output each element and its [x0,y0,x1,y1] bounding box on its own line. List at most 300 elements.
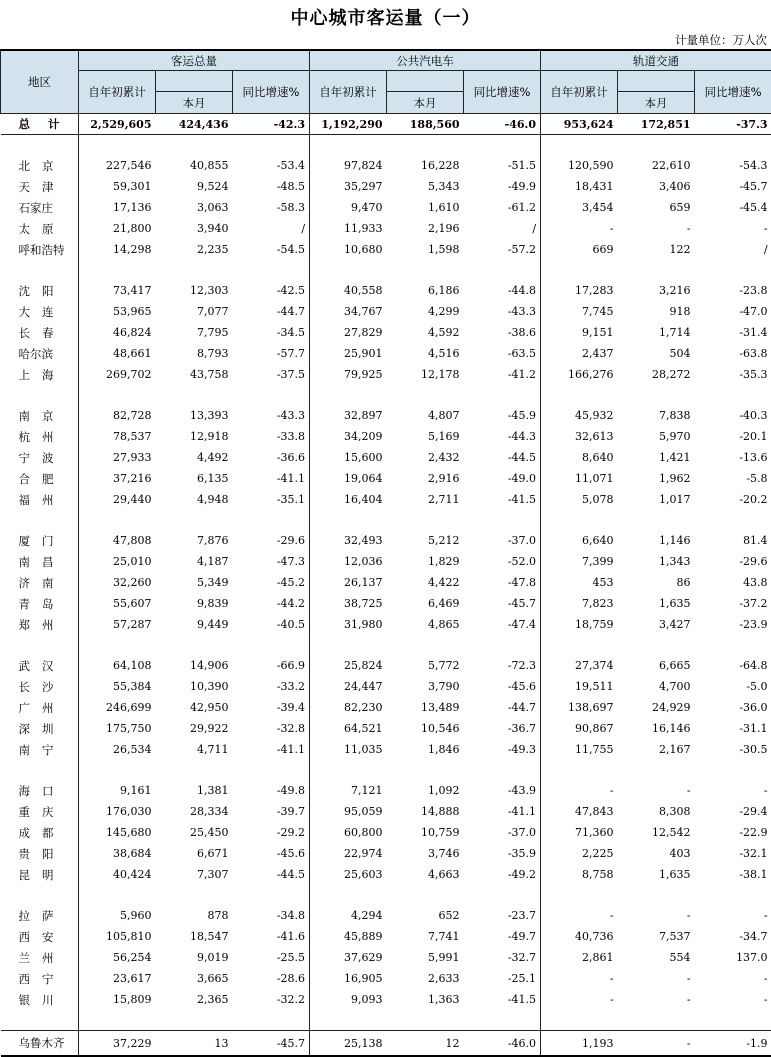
bus-month-cell: 1,829 [387,551,464,572]
table-row [1,593,771,614]
spacer-cell [695,760,771,780]
table-row [1,718,771,739]
bus-month-cell: 2,633 [387,968,464,989]
spacer-cell [79,510,156,530]
rail-month-cell: 1,635 [618,593,695,614]
rail-month-cell: 3,406 [618,176,695,197]
total-month-cell: 6,135 [156,468,233,489]
bus-month-cell: 10,759 [387,822,464,843]
rail-month-cell: 918 [618,301,695,322]
total-ytd-cell: 56,254 [79,947,156,968]
unit-label: 计量单位：万人次 [675,32,767,48]
bus-yoy-cell: -45.7 [464,593,541,614]
bus-month-cell: 188,560 [387,114,464,135]
bus-ytd-cell: 95,059 [310,801,387,822]
total-ytd-cell: 82,728 [79,405,156,426]
total-month-cell: 25,450 [156,822,233,843]
total-yoy-cell: -41.6 [233,926,310,947]
bus-ytd-cell: 37,629 [310,947,387,968]
city-name: 石家庄 [1,197,79,218]
total-yoy-cell: -47.3 [233,551,310,572]
rail-month-cell: 554 [618,947,695,968]
bus-ytd-cell: 25,901 [310,343,387,364]
total-yoy-cell: -44.5 [233,864,310,885]
month-header: 本月 [156,92,233,114]
rail-month-cell: - [618,905,695,926]
bus-yoy-cell: -43.9 [464,780,541,801]
total-ytd-cell: 55,607 [79,593,156,614]
total-month-cell: 878 [156,905,233,926]
spacer-cell [541,1010,618,1031]
spacer-cell [310,760,387,780]
total-yoy-cell: -45.6 [233,843,310,864]
bus-month-cell: 7,741 [387,926,464,947]
bus-ytd-cell: 26,137 [310,572,387,593]
rail-ytd-cell: 2,437 [541,343,618,364]
total-yoy-cell: -43.3 [233,405,310,426]
bus-yoy-cell: -25.1 [464,968,541,989]
spacer-cell [464,510,541,530]
spacer-cell [695,510,771,530]
total-month-cell: 7,795 [156,322,233,343]
table-row [1,364,771,385]
rail-month-cell: 7,537 [618,926,695,947]
total-ytd-cell: 32,260 [79,572,156,593]
city-name: 拉萨 [1,905,79,926]
rail-yoy-cell: -37.2 [695,593,771,614]
spacer-cell [695,260,771,280]
total-yoy-cell: -39.7 [233,801,310,822]
spacer-cell [1,885,79,905]
bus-month-cell: 4,422 [387,572,464,593]
bus-month-cell: 1,092 [387,780,464,801]
bus-ytd-cell: 38,725 [310,593,387,614]
bus-month-cell: 5,991 [387,947,464,968]
rail-month-cell: 22,610 [618,155,695,176]
total-ytd-cell: 2,529,605 [79,114,156,135]
spacer-cell [79,135,156,156]
rail-yoy-cell: -63.8 [695,343,771,364]
rail-ytd-cell: 7,823 [541,593,618,614]
rail-ytd-cell: 120,590 [541,155,618,176]
bus-yoy-cell: -57.2 [464,239,541,260]
total-ytd-cell: 26,534 [79,739,156,760]
spacer-cell [1,760,79,780]
bus-yoy-cell: -23.7 [464,905,541,926]
bus-ytd-cell: 60,800 [310,822,387,843]
rail-ytd-cell: 2,861 [541,947,618,968]
spacer-cell [464,760,541,780]
rail-ytd-cell: - [541,968,618,989]
spacer-cell [618,135,695,156]
rail-yoy-cell: -47.0 [695,301,771,322]
bus-yoy-cell: -37.0 [464,530,541,551]
total-yoy-cell: -34.8 [233,905,310,926]
spacer-cell [541,510,618,530]
total-month-cell: 4,711 [156,739,233,760]
rail-month-cell: 504 [618,343,695,364]
total-ytd-cell: 64,108 [79,655,156,676]
bus-month-cell: 6,469 [387,593,464,614]
total-month-cell: 9,449 [156,614,233,635]
total-ytd-cell: 73,417 [79,280,156,301]
bus-month-cell: 1,363 [387,989,464,1010]
table-row [1,197,771,218]
rail-month-cell: 16,146 [618,718,695,739]
rail-ytd-cell: - [541,218,618,239]
total-yoy-cell: -44.7 [233,301,310,322]
rail-month-cell: 1,421 [618,447,695,468]
spacer-cell [387,135,464,156]
bus-yoy-cell: -52.0 [464,551,541,572]
spacer-cell [233,1010,310,1031]
total-ytd-cell: 17,136 [79,197,156,218]
spacer-cell [233,760,310,780]
rail-ytd-cell: - [541,905,618,926]
total-yoy-cell: -49.8 [233,780,310,801]
bus-ytd-cell: 27,829 [310,322,387,343]
bus-yoy-cell: -46.0 [464,1031,541,1057]
bus-yoy-cell: -72.3 [464,655,541,676]
rail-yoy-cell: -37.3 [695,114,771,135]
spacer-cell [387,1010,464,1031]
spacer-cell [464,135,541,156]
table-row [1,468,771,489]
total-month-cell: 4,492 [156,447,233,468]
spacer-row [1,635,771,655]
total-ytd-cell: 27,933 [79,447,156,468]
city-name: 青岛 [1,593,79,614]
total-yoy-cell: -39.4 [233,697,310,718]
spacer-cell [618,635,695,655]
total-yoy-cell: -66.9 [233,655,310,676]
total-ytd-cell: 227,546 [79,155,156,176]
spacer-cell [233,510,310,530]
rail-yoy-cell: 81.4 [695,530,771,551]
table-row [1,655,771,676]
table-row [1,676,771,697]
ytd-header: 自年初累计 [310,71,387,114]
total-yoy-cell: -28.6 [233,968,310,989]
rail-yoy-cell: -23.8 [695,280,771,301]
bus-yoy-cell: -49.0 [464,468,541,489]
yoy-header: 同比增速% [464,71,541,114]
bus-ytd-cell: 31,980 [310,614,387,635]
spacer-row [1,260,771,280]
rail-yoy-cell: - [695,989,771,1010]
rail-ytd-cell: 47,843 [541,801,618,822]
total-ytd-cell: 40,424 [79,864,156,885]
rail-ytd-cell: 32,613 [541,426,618,447]
spacer-row [1,760,771,780]
rail-yoy-cell: -5.0 [695,676,771,697]
table-row [1,843,771,864]
spacer-row [1,510,771,530]
total-ytd-cell: 37,229 [79,1031,156,1057]
bus-ytd-cell: 16,404 [310,489,387,510]
rail-month-cell: 1,017 [618,489,695,510]
rail-ytd-cell: 6,640 [541,530,618,551]
spacer-cell [233,885,310,905]
bus-yoy-cell: -45.6 [464,676,541,697]
spacer-cell [387,760,464,780]
city-name: 长春 [1,322,79,343]
spacer-cell [695,635,771,655]
total-ytd-cell: 29,440 [79,489,156,510]
spacer-cell [464,635,541,655]
total-month-cell: 5,349 [156,572,233,593]
rail-month-cell: 403 [618,843,695,864]
city-name: 长沙 [1,676,79,697]
rail-yoy-cell: - [695,968,771,989]
bus-ytd-cell: 34,209 [310,426,387,447]
table-row [1,697,771,718]
bus-month-cell: 4,516 [387,343,464,364]
spacer-cell [79,385,156,405]
total-yoy-cell: -48.5 [233,176,310,197]
rail-yoy-cell: -13.6 [695,447,771,468]
rail-yoy-cell: -64.8 [695,655,771,676]
rail-ytd-cell: 2,225 [541,843,618,864]
city-name: 乌鲁木齐 [1,1031,79,1057]
spacer-cell [618,1010,695,1031]
rail-month-cell: 1,962 [618,468,695,489]
spacer-cell [79,260,156,280]
rail-yoy-cell: - [695,780,771,801]
spacer-cell [310,260,387,280]
total-yoy-cell: -57.7 [233,343,310,364]
rail-month-cell: 1,714 [618,322,695,343]
total-ytd-cell: 9,161 [79,780,156,801]
bus-yoy-cell: -63.5 [464,343,541,364]
spacer-cell [541,135,618,156]
table-row [1,343,771,364]
city-name: 哈尔滨 [1,343,79,364]
total-ytd-cell: 37,216 [79,468,156,489]
rail-yoy-cell: -31.4 [695,322,771,343]
rail-yoy-cell: -29.6 [695,551,771,572]
ytd-header: 自年初累计 [541,71,618,114]
city-name: 广州 [1,697,79,718]
spacer-cell [541,760,618,780]
rail-month-cell: - [618,989,695,1010]
total-month-cell: 6,671 [156,843,233,864]
total-month-cell: 12,918 [156,426,233,447]
bus-ytd-cell: 24,447 [310,676,387,697]
spacer-cell [387,885,464,905]
spacer-cell [464,1010,541,1031]
rail-yoy-cell: 137.0 [695,947,771,968]
bus-ytd-cell: 7,121 [310,780,387,801]
total-ytd-cell: 46,824 [79,322,156,343]
rail-month-cell: 5,970 [618,426,695,447]
total-yoy-cell: -45.2 [233,572,310,593]
total-month-cell: 3,665 [156,968,233,989]
bus-yoy-cell: -44.5 [464,447,541,468]
rail-month-cell: 172,851 [618,114,695,135]
bus-month-cell: 5,772 [387,655,464,676]
bus-month-cell: 2,711 [387,489,464,510]
total-ytd-cell: 15,809 [79,989,156,1010]
bus-yoy-cell: -36.7 [464,718,541,739]
table-row [1,947,771,968]
rail-ytd-cell: 90,867 [541,718,618,739]
bus-month-cell: 16,228 [387,155,464,176]
rail-yoy-cell: -30.5 [695,739,771,760]
spacer-cell [156,260,233,280]
city-name: 兰州 [1,947,79,968]
total-yoy-cell: -36.6 [233,447,310,468]
total-yoy-cell: -33.2 [233,676,310,697]
bus-ytd-cell: 11,035 [310,739,387,760]
bus-yoy-cell: -49.2 [464,864,541,885]
spacer-cell [233,260,310,280]
total-month-cell: 9,839 [156,593,233,614]
rail-month-cell: 4,700 [618,676,695,697]
spacer-cell [464,385,541,405]
bus-month-cell: 4,807 [387,405,464,426]
ytd-header: 自年初累计 [79,71,156,114]
total-yoy-cell: -45.7 [233,1031,310,1057]
rail-ytd-cell: 27,374 [541,655,618,676]
table-row [1,447,771,468]
rail-yoy-cell: -31.1 [695,718,771,739]
spacer-cell [156,635,233,655]
bus-ytd-cell: 79,925 [310,364,387,385]
bus-ytd-cell: 22,974 [310,843,387,864]
rail-yoy-cell: -20.1 [695,426,771,447]
spacer-cell [79,1010,156,1031]
spacer-cell [233,135,310,156]
rail-month-cell: - [618,218,695,239]
rail-yoy-cell: -22.9 [695,822,771,843]
bus-month-cell: 6,186 [387,280,464,301]
rail-yoy-cell: / [695,239,771,260]
total-month-cell: 9,524 [156,176,233,197]
bus-yoy-cell: -45.9 [464,405,541,426]
total-yoy-cell: -53.4 [233,155,310,176]
bus-yoy-cell: -49.3 [464,739,541,760]
rail-ytd-cell: 18,759 [541,614,618,635]
total-month-cell: 9,019 [156,947,233,968]
table-row [1,864,771,885]
spacer-cell [310,135,387,156]
rail-ytd-cell: 71,360 [541,822,618,843]
bus-yoy-cell: -61.2 [464,197,541,218]
rail-ytd-cell: 7,745 [541,301,618,322]
bus-month-cell: 12 [387,1031,464,1057]
table-row [1,926,771,947]
spacer-cell [464,885,541,905]
spacer-cell [1,510,79,530]
rail-month-cell: 12,542 [618,822,695,843]
rail-ytd-cell: - [541,989,618,1010]
city-name: 深圳 [1,718,79,739]
total-ytd-cell: 105,810 [79,926,156,947]
total-month-cell: 43,758 [156,364,233,385]
table-row [1,968,771,989]
bus-month-cell: 14,888 [387,801,464,822]
total-yoy-cell: / [233,218,310,239]
total-month-cell: 424,436 [156,114,233,135]
spacer-cell [618,760,695,780]
total-month-cell: 14,906 [156,655,233,676]
rail-ytd-cell: 9,151 [541,322,618,343]
rail-ytd-cell: 5,078 [541,489,618,510]
bus-ytd-cell: 45,889 [310,926,387,947]
rail-yoy-cell: -45.7 [695,176,771,197]
city-name: 重庆 [1,801,79,822]
month-header-spacer [618,71,695,92]
table-row [1,426,771,447]
bus-ytd-cell: 64,521 [310,718,387,739]
rail-ytd-cell: - [541,780,618,801]
month-header-spacer [156,71,233,92]
bus-yoy-cell: -47.4 [464,614,541,635]
rail-month-cell: 24,929 [618,697,695,718]
city-name: 总计 [1,114,79,135]
total-month-cell: 1,381 [156,780,233,801]
rail-yoy-cell: -23.9 [695,614,771,635]
rail-month-cell: - [618,780,695,801]
spacer-cell [310,885,387,905]
spacer-cell [618,260,695,280]
total-ytd-cell: 176,030 [79,801,156,822]
total-month-cell: 8,793 [156,343,233,364]
spacer-cell [695,1010,771,1031]
total-yoy-cell: -44.2 [233,593,310,614]
total-month-cell: 2,365 [156,989,233,1010]
rail-month-cell: 86 [618,572,695,593]
bus-yoy-cell: -35.9 [464,843,541,864]
rail-yoy-cell: -34.7 [695,926,771,947]
rail-ytd-cell: 19,511 [541,676,618,697]
table-row [1,176,771,197]
bus-ytd-cell: 25,138 [310,1031,387,1057]
spacer-cell [387,635,464,655]
total-yoy-cell: -37.5 [233,364,310,385]
bus-yoy-cell: -44.3 [464,426,541,447]
rail-yoy-cell: - [695,218,771,239]
rail-yoy-cell: - [695,905,771,926]
total-yoy-cell: -54.5 [233,239,310,260]
spacer-cell [1,135,79,156]
total-ytd-cell: 48,661 [79,343,156,364]
total-yoy-cell: -35.1 [233,489,310,510]
rail-ytd-cell: 1,193 [541,1031,618,1057]
yoy-header: 同比增速% [695,71,771,114]
bus-month-cell: 1,846 [387,739,464,760]
table-row [1,322,771,343]
total-ytd-cell: 5,960 [79,905,156,926]
table-row [1,218,771,239]
spacer-cell [695,135,771,156]
table-row [1,489,771,510]
bus-ytd-cell: 32,897 [310,405,387,426]
city-name: 沈阳 [1,280,79,301]
spacer-cell [541,635,618,655]
month-header-spacer [387,71,464,92]
rail-yoy-cell: -35.3 [695,364,771,385]
bus-yoy-cell: -47.8 [464,572,541,593]
table-body [1,114,771,1057]
bus-yoy-cell: -41.5 [464,989,541,1010]
total-ytd-cell: 53,965 [79,301,156,322]
city-name: 厦门 [1,530,79,551]
rail-ytd-cell: 18,431 [541,176,618,197]
total-month-cell: 7,307 [156,864,233,885]
total-month-cell: 13 [156,1031,233,1057]
